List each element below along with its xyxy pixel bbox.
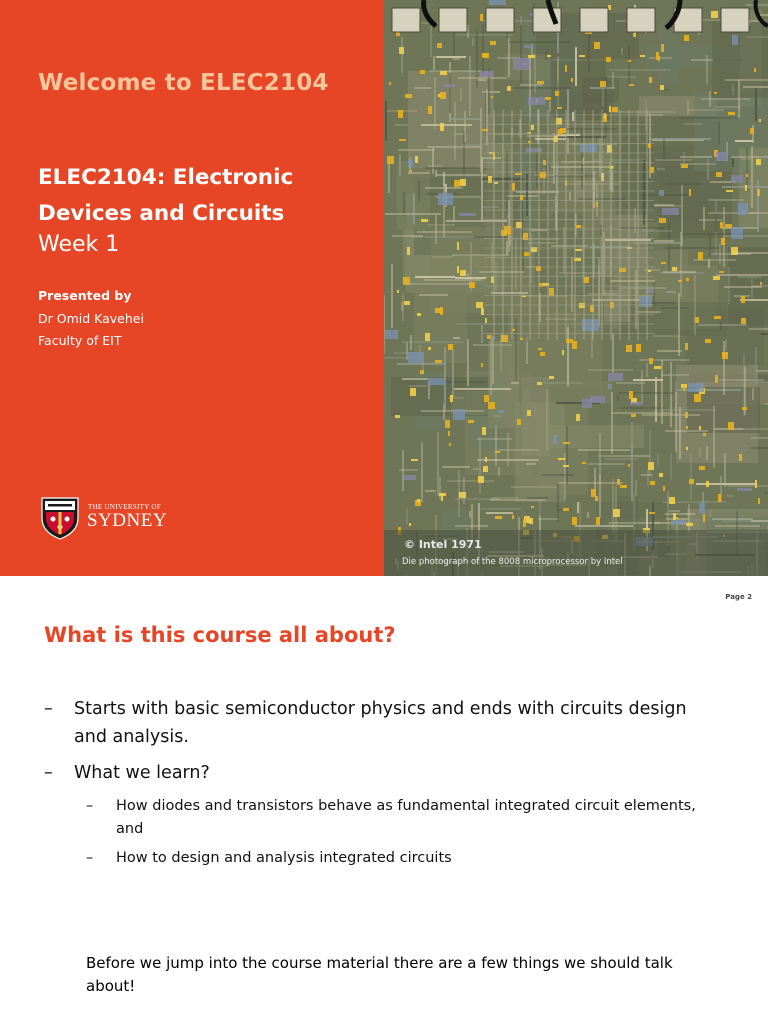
sub-bullet-text: How diodes and transistors behave as fundamental integrated circuit elements, and xyxy=(116,798,696,837)
logo-big-text: SYDNEY xyxy=(87,510,168,531)
presenter-name: Dr Omid Kavehei xyxy=(38,311,144,326)
sub-bullet-text: How to design and analysis integrated circuits xyxy=(116,850,452,866)
dash-bullet-icon: – xyxy=(86,798,94,814)
welcome-heading: Welcome to ELEC2104 xyxy=(38,70,329,96)
list-item xyxy=(44,759,724,787)
university-logo xyxy=(38,494,178,542)
content-slide xyxy=(0,576,768,1024)
presented-by-label: Presented by xyxy=(38,288,132,303)
faculty-name: Faculty of EIT xyxy=(38,333,122,348)
slide-title: What is this course all about? xyxy=(44,623,396,647)
list-item xyxy=(44,695,724,751)
image-copyright: © Intel 1971 xyxy=(404,538,482,551)
course-title-line-1: ELEC2104: Electronic xyxy=(38,165,294,190)
logo-small-text: THE UNIVERSITY OF xyxy=(88,503,161,511)
sub-list-item xyxy=(86,847,724,870)
microprocessor-die-image xyxy=(384,0,768,576)
die-photo xyxy=(384,0,768,576)
sub-list-item xyxy=(86,795,724,841)
title-panel xyxy=(0,0,384,576)
closing-note: Before we jump into the course material there are a few things we should talk about! xyxy=(86,954,673,995)
dash-bullet-icon: – xyxy=(86,850,94,866)
course-title-line-2: Devices and Circuits xyxy=(38,201,285,226)
week-label: Week 1 xyxy=(38,232,120,257)
bullet-text: Starts with basic semiconductor physics and ends with circuits design and analysis. xyxy=(74,699,687,747)
page-number: Page 2 xyxy=(725,593,752,601)
dash-bullet-icon: – xyxy=(44,699,53,719)
image-caption: Die photograph of the 8008 microprocessor by Intel xyxy=(402,557,623,567)
dash-bullet-icon: – xyxy=(44,763,53,783)
bullet-list xyxy=(44,695,724,876)
bullet-text: What we learn? xyxy=(74,763,210,783)
university-crest-icon xyxy=(38,494,82,540)
course-title xyxy=(38,160,358,232)
